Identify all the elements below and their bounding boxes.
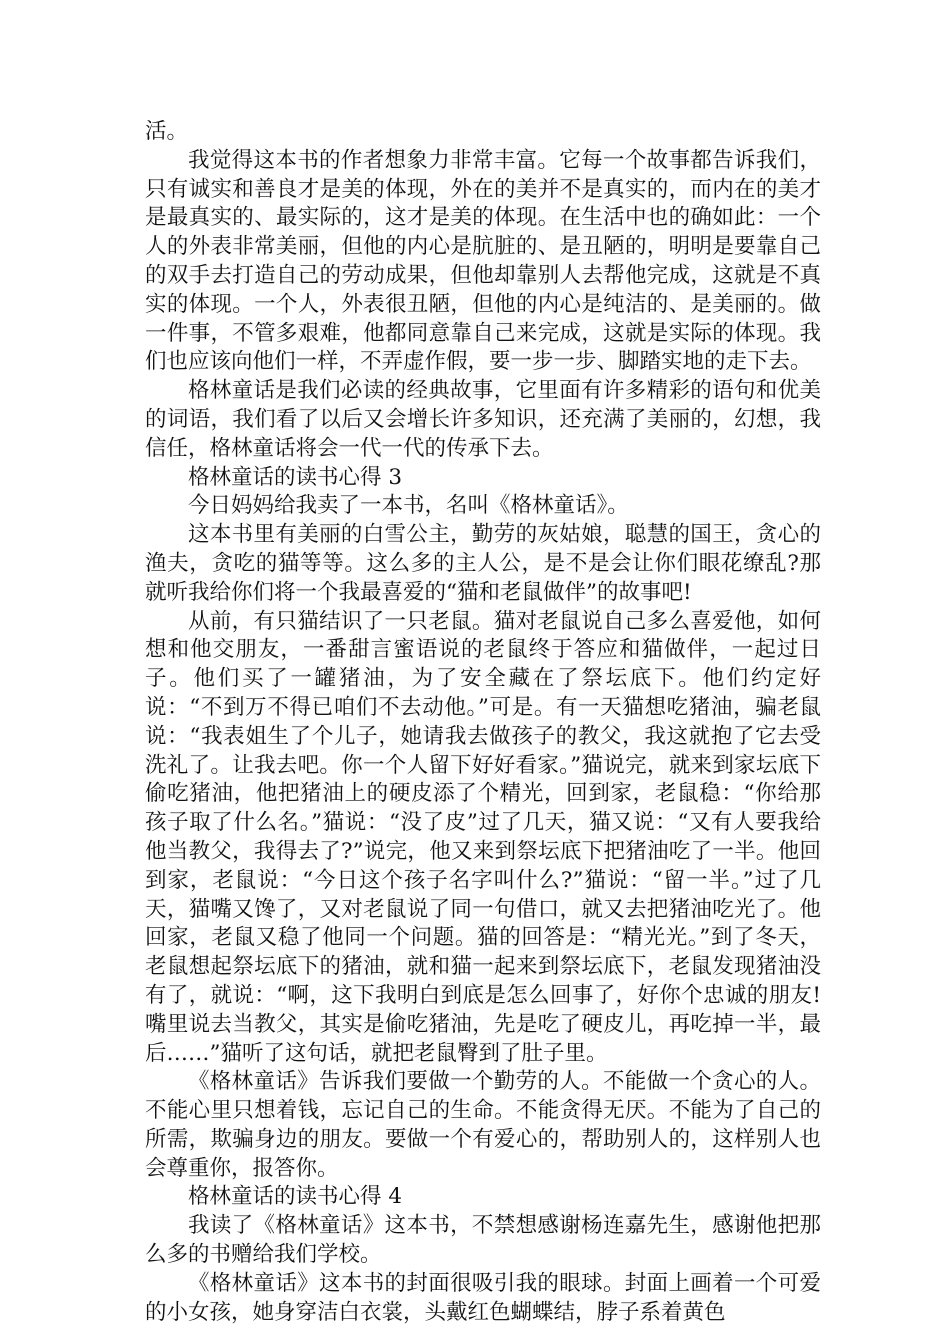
paragraph: 今日妈妈给我卖了一本书，名叫《格林童话》。 — [188, 493, 629, 519]
paragraph: 从前，有只猫结识了一只老鼠。猫对老鼠说自己多么喜爱他，如何想和他交朋友，一番甜言蜜语说的老鼠终于答应和猫做伴，一起过日子。他们买了一罐猪油，为了安全藏在了祭坛底下。他们约定好说：“不到万不得已咱们不去动他。”可是。有一天猫想吃猪油，骗老鼠说：“我表姐生了个儿子，她请我去做孩子的教父，我这就抱了它去受洗礼了。让我去吧。你一个人留下好好看家。”猫说完，就来到家坛底下偷吃猪油，他把猪油上的硬皮添了个精光，回到家，老鼠稳：“你给那孩子取了什么名。”猫说：“没了皮”过了几天，猫又说：“又有人要我给他当教父，我得去了?”说完，他又来到祭坛底下把猪油吃了一半。他回到家，老鼠说：“今日这个孩子名字叫什么?”猫说：“留一半。”过了几天，猫嘴又馋了，又对老鼠说了同一句借口，就又去把猪油吃光了。他回家，老鼠又稳了他同一个问题。猫的回答是：“精光光。”到了冬天，老鼠想起祭坛底下的猪油，就和猫一起来到祭坛底下，老鼠发现猪油没有了，就说：“啊，这下我明白到底是怎么回事了，好你个忠诚的朋友!嘴里说去当教父，其实是偷吃猪油，先是吃了硬皮儿，再吃掉一半，最后……”猫听了这句话，就把老鼠臀到了肚子里。 — [145, 608, 821, 1066]
section-heading: 格林童话的读书心得 3 — [188, 464, 403, 490]
paragraph: 活。 — [145, 119, 189, 144]
paragraph: 格林童话是我们必读的经典故事，它里面有许多精彩的语句和优美的词语，我们看了以后又会增长许多知识，还充满了美丽的，幻想，我信任，格林童话将会一代一代的传承下去。 — [145, 378, 821, 461]
paragraph: 这本书里有美丽的白雪公主，勤劳的灰姑娘，聪慧的国王，贪心的渔夫，贪吃的猫等等。这么多的主人公，是不是会让你们眼花缭乱?那就听我给你们将一个我最喜爱的“猫和老鼠做伴”的故事吧! — [145, 522, 821, 605]
paragraph: 我读了《格林童话》这本书，不禁想感谢杨连嘉先生，感谢他把那么多的书赠给我们学校。 — [145, 1213, 821, 1268]
paragraph: 《格林童话》告诉我们要做一个勤劳的人。不能做一个贪心的人。不能心里只想着钱，忘记自己的生命。不能贪得无厌。不能为了自己的所需，欺骗身边的朋友。要做一个有爱心的，帮助别人的，这样别人也会尊重你，报答你。 — [145, 1069, 821, 1181]
document-page — [145, 118, 821, 1327]
paragraph: 我觉得这本书的作者想象力非常丰富。它每一个故事都告诉我们，只有诚实和善良才是美的体现，外在的美并不是真实的，而内在的美才是最真实的、最实际的，这才是美的体现。在生活中也的确如此：一个人的外表非常美丽，但他的内心是肮脏的、是丑陋的，明明是要靠自己的双手去打造自己的劳动成果，但他却靠别人去帮他完成，这就是不真实的体现。一个人，外表很丑陋，但他的内心是纯洁的、是美丽的。做一件事，不管多艰难，他都同意靠自己来完成，这就是实际的体现。我们也应该向他们一样，不弄虚作假，要一步一步、脚踏实地的走下去。 — [145, 147, 821, 375]
paragraph: 《格林童话》这本书的封面很吸引我的眼球。封面上画着一个可爱的小女孩，她身穿洁白衣裳，头戴红色蝴蝶结，脖子系着黄色 — [145, 1270, 821, 1325]
section-heading: 格林童话的读书心得 4 — [188, 1184, 403, 1210]
